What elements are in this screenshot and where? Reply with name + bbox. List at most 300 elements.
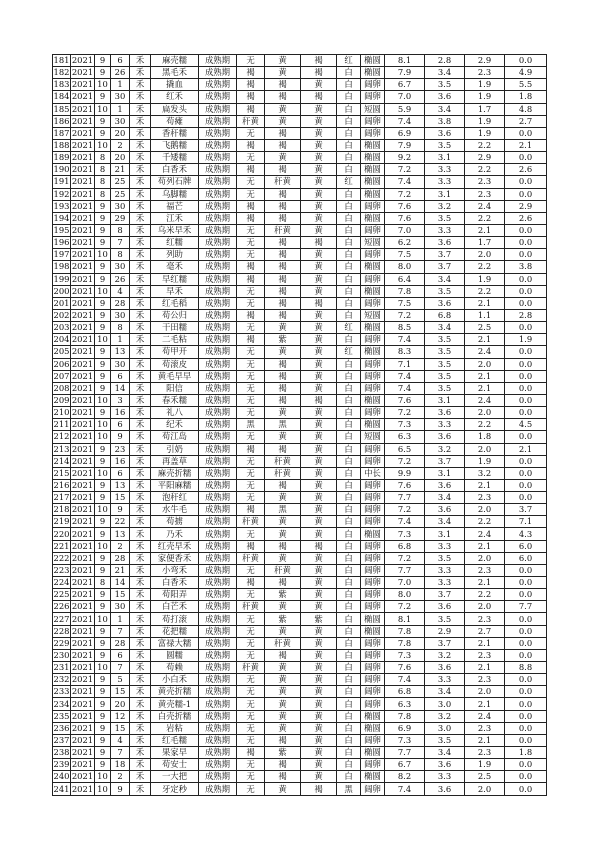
table-cell: 15 xyxy=(111,589,130,601)
table-cell: 褐 xyxy=(237,273,265,285)
table-cell: 黄 xyxy=(301,625,337,637)
table-cell: 9 xyxy=(111,504,130,516)
table-cell: 禾 xyxy=(130,686,151,698)
table-cell: 22 xyxy=(111,516,130,528)
table-cell: 禾 xyxy=(130,516,151,528)
table-cell: 黄壳折糯 xyxy=(151,686,199,698)
table-cell: 9 xyxy=(95,625,111,637)
table-row xyxy=(53,322,547,334)
table-cell: 3.8 xyxy=(425,115,465,127)
table-cell: 禾 xyxy=(130,443,151,455)
table-cell: 2.0 xyxy=(465,783,505,795)
table-cell: 228 xyxy=(53,625,70,636)
table-cell: 9 xyxy=(95,589,111,601)
table-cell: 黑 xyxy=(265,504,301,516)
table-cell: 6.7 xyxy=(385,79,425,91)
table-cell: 褐 xyxy=(237,577,265,589)
table-cell: 成熟期 xyxy=(199,528,237,540)
table-cell: 禾 xyxy=(130,188,151,200)
table-cell: 秆黄 xyxy=(237,601,265,613)
table-cell: 3.6 xyxy=(425,237,465,249)
table-cell: 禾 xyxy=(130,577,151,589)
table-cell: 2021 xyxy=(71,140,94,151)
table-cell: 1.9 xyxy=(465,273,505,285)
table-cell: 苟掳 xyxy=(151,516,199,528)
table-cell: 4.9 xyxy=(505,67,547,79)
table-cell: 2021 xyxy=(71,188,94,199)
table-cell: 6.7 xyxy=(385,759,425,771)
table-cell: 8.0 xyxy=(385,261,425,273)
table-cell: 褐 xyxy=(237,504,265,516)
table-cell: 阳信 xyxy=(151,382,199,394)
table-cell: 240 xyxy=(53,771,70,782)
table-cell: 183 xyxy=(53,79,70,90)
table-cell: 春禾糯 xyxy=(151,394,199,406)
table-cell: 2.2 xyxy=(465,212,505,224)
table-cell: 红 xyxy=(337,346,361,358)
table-cell: 黄 xyxy=(301,759,337,771)
table-cell: 成熟期 xyxy=(199,479,237,491)
table-cell: 0.0 xyxy=(505,698,547,710)
table-cell: 7.8 xyxy=(385,285,425,297)
table-cell: 0.0 xyxy=(505,370,547,382)
table-cell: 2.3 xyxy=(465,674,505,686)
table-cell: 黑 xyxy=(265,419,301,431)
table-cell: 2.1 xyxy=(465,637,505,649)
table-cell: 椭圆 xyxy=(361,176,385,188)
table-cell: 3.2 xyxy=(465,467,505,479)
table-cell: 阔卵 xyxy=(361,224,385,236)
table-row xyxy=(53,649,547,661)
table-cell: 7.2 xyxy=(385,309,425,321)
table-cell: 7.0 xyxy=(385,91,425,103)
table-row xyxy=(53,382,547,394)
table-cell: 礼八 xyxy=(151,407,199,419)
table-cell: 黄 xyxy=(301,103,337,115)
table-row xyxy=(53,176,547,188)
table-cell: 2.7 xyxy=(465,625,505,637)
table-cell: 阔卵 xyxy=(361,674,385,686)
table-cell: 10 xyxy=(95,662,111,674)
table-cell: 白 xyxy=(337,152,361,164)
table-cell: 苟甲开 xyxy=(151,346,199,358)
table-row xyxy=(53,297,547,309)
table-cell: 泡秆红 xyxy=(151,492,199,504)
table-cell: 9 xyxy=(95,358,111,370)
table-cell: 222 xyxy=(53,552,70,563)
table-cell: 8 xyxy=(95,577,111,589)
table-cell: 阔卵 xyxy=(361,91,385,103)
table-cell: 成熟期 xyxy=(199,783,237,795)
table-cell: 237 xyxy=(53,734,70,745)
table-cell: 1 xyxy=(111,79,130,91)
table-row xyxy=(53,394,547,406)
table-cell: 阔卵 xyxy=(361,759,385,771)
table-row xyxy=(53,637,547,649)
table-cell: 3.5 xyxy=(425,346,465,358)
table-cell: 1.9 xyxy=(465,115,505,127)
table-cell: 无 xyxy=(237,249,265,261)
table-cell: 白 xyxy=(337,649,361,661)
table-cell: 白 xyxy=(337,91,361,103)
table-cell: 白 xyxy=(337,637,361,649)
table-cell: 黄 xyxy=(301,431,337,443)
table-cell: 2.2 xyxy=(465,164,505,176)
table-cell: 阔卵 xyxy=(361,79,385,91)
table-row xyxy=(53,516,547,528)
table-cell: 黄 xyxy=(301,139,337,151)
table-cell: 2.6 xyxy=(505,164,547,176)
table-cell: 8 xyxy=(95,176,111,188)
table-cell: 2021 xyxy=(71,382,94,393)
table-cell: 0.0 xyxy=(505,407,547,419)
table-row xyxy=(53,407,547,419)
table-cell: 2021 xyxy=(71,212,94,223)
table-cell: 200 xyxy=(53,285,70,296)
table-cell: 禾 xyxy=(130,382,151,394)
table-cell: 黄 xyxy=(301,358,337,370)
table-cell: 禾 xyxy=(130,273,151,285)
table-cell: 白 xyxy=(337,309,361,321)
table-cell: 7.3 xyxy=(385,734,425,746)
table-cell: 阔卵 xyxy=(361,443,385,455)
table-cell: 1.8 xyxy=(465,431,505,443)
table-cell: 家便香禾 xyxy=(151,552,199,564)
table-cell: 褐 xyxy=(301,237,337,249)
table-row xyxy=(53,237,547,249)
table-cell: 褐 xyxy=(265,394,301,406)
table-cell: 3.3 xyxy=(425,419,465,431)
table-cell: 白 xyxy=(337,285,361,297)
table-cell: 13 xyxy=(111,479,130,491)
table-cell: 无 xyxy=(237,127,265,139)
table-cell: 紫 xyxy=(265,613,301,625)
table-cell: 椭圆 xyxy=(361,710,385,722)
table-cell: 无 xyxy=(237,407,265,419)
table-row xyxy=(53,467,547,479)
table-cell: 无 xyxy=(237,649,265,661)
table-cell: 2021 xyxy=(71,455,94,466)
table-cell: 238 xyxy=(53,747,70,758)
table-cell: 黄 xyxy=(265,407,301,419)
table-cell: 成熟期 xyxy=(199,674,237,686)
table-cell: 3.5 xyxy=(425,734,465,746)
table-cell: 成熟期 xyxy=(199,686,237,698)
table-row xyxy=(53,249,547,261)
table-cell: 黄 xyxy=(265,152,301,164)
table-cell: 白 xyxy=(337,297,361,309)
table-cell: 福芒 xyxy=(151,200,199,212)
table-cell: 成熟期 xyxy=(199,309,237,321)
table-cell: 2021 xyxy=(71,734,94,745)
table-cell: 2021 xyxy=(71,346,94,357)
table-cell: 禾 xyxy=(130,358,151,370)
table-cell: 禾 xyxy=(130,370,151,382)
table-cell: 2.1 xyxy=(505,139,547,151)
table-cell: 禾 xyxy=(130,79,151,91)
table-cell: 成熟期 xyxy=(199,662,237,674)
table-cell: 0.0 xyxy=(505,127,547,139)
table-cell: 0.0 xyxy=(505,394,547,406)
table-cell: 1.9 xyxy=(465,79,505,91)
table-cell: 水牛毛 xyxy=(151,504,199,516)
table-cell: 黑毛禾 xyxy=(151,67,199,79)
table-cell: 白 xyxy=(337,698,361,710)
table-cell: 禾 xyxy=(130,322,151,334)
table-cell: 禾 xyxy=(130,722,151,734)
table-cell: 2.0 xyxy=(465,407,505,419)
table-row xyxy=(53,625,547,637)
table-cell: 禾 xyxy=(130,334,151,346)
table-cell: 二毛粘 xyxy=(151,334,199,346)
table-cell: 3.6 xyxy=(425,783,465,795)
table-cell: 白 xyxy=(337,358,361,370)
table-cell: 2021 xyxy=(71,273,94,284)
table-cell: 3.5 xyxy=(425,334,465,346)
table-cell: 白 xyxy=(337,103,361,115)
table-cell: 苟赖 xyxy=(151,662,199,674)
table-cell: 阔卵 xyxy=(361,504,385,516)
table-cell: 黄 xyxy=(301,747,337,759)
table-cell: 褐 xyxy=(237,309,265,321)
table-cell: 9 xyxy=(111,431,130,443)
table-cell: 无 xyxy=(237,625,265,637)
table-cell: 2.9 xyxy=(465,152,505,164)
table-cell: 213 xyxy=(53,443,70,454)
table-cell: 禾 xyxy=(130,759,151,771)
table-cell: 7.0 xyxy=(385,577,425,589)
table-cell: 黄 xyxy=(301,467,337,479)
table-cell: 禾 xyxy=(130,504,151,516)
table-cell: 0.0 xyxy=(505,297,547,309)
table-cell: 199 xyxy=(53,273,70,284)
table-cell: 16 xyxy=(111,407,130,419)
table-cell: 阔卵 xyxy=(361,577,385,589)
table-cell: 白 xyxy=(337,127,361,139)
table-cell: 成熟期 xyxy=(199,79,237,91)
table-cell: 7 xyxy=(111,237,130,249)
table-cell: 227 xyxy=(53,613,70,624)
table-cell: 2021 xyxy=(71,637,94,648)
table-cell: 黄 xyxy=(301,662,337,674)
table-cell: 白 xyxy=(337,188,361,200)
table-cell: 1.9 xyxy=(465,455,505,467)
table-cell: 221 xyxy=(53,540,70,551)
table-cell: 2021 xyxy=(71,759,94,770)
table-cell: 秆黄 xyxy=(265,564,301,576)
table-cell: 2021 xyxy=(71,176,94,187)
table-row xyxy=(53,224,547,236)
table-row xyxy=(53,285,547,297)
table-row xyxy=(53,115,547,127)
table-cell: 褐 xyxy=(265,382,301,394)
table-row xyxy=(53,577,547,589)
table-cell: 褐 xyxy=(237,79,265,91)
table-cell: 10 xyxy=(95,771,111,783)
table-cell: 2021 xyxy=(71,443,94,454)
table-cell: 禾 xyxy=(130,346,151,358)
table-cell: 褐 xyxy=(265,261,301,273)
table-cell: 185 xyxy=(53,103,70,114)
table-cell: 2021 xyxy=(71,771,94,782)
table-cell: 232 xyxy=(53,674,70,685)
table-cell: 9 xyxy=(95,479,111,491)
table-cell: 2021 xyxy=(71,419,94,430)
table-cell: 禾 xyxy=(130,734,151,746)
table-cell: 15 xyxy=(111,722,130,734)
table-cell: 26 xyxy=(111,67,130,79)
table-cell: 2.9 xyxy=(425,625,465,637)
table-cell: 2021 xyxy=(71,747,94,758)
table-cell: 8.0 xyxy=(385,589,425,601)
table-cell: 无 xyxy=(237,224,265,236)
table-cell: 椭圆 xyxy=(361,152,385,164)
table-cell: 2 xyxy=(111,139,130,151)
table-cell: 禾 xyxy=(130,552,151,564)
table-cell: 0.0 xyxy=(505,176,547,188)
table-cell: 黄 xyxy=(265,662,301,674)
table-cell: 成熟期 xyxy=(199,139,237,151)
table-cell: 白 xyxy=(337,443,361,455)
table-cell: 秆黄 xyxy=(237,552,265,564)
table-cell: 3.2 xyxy=(425,200,465,212)
table-cell: 9 xyxy=(95,200,111,212)
table-cell: 圆糯 xyxy=(151,649,199,661)
table-cell: 白 xyxy=(337,759,361,771)
table-cell: 3.6 xyxy=(425,479,465,491)
table-row xyxy=(53,747,547,759)
table-cell: 黄 xyxy=(301,698,337,710)
table-cell: 6.2 xyxy=(385,237,425,249)
table-cell: 椭圆 xyxy=(361,322,385,334)
table-cell: 231 xyxy=(53,662,70,673)
table-cell: 成熟期 xyxy=(199,601,237,613)
table-cell: 2.1 xyxy=(465,479,505,491)
table-cell: 2021 xyxy=(71,686,94,697)
table-cell: 禾 xyxy=(130,564,151,576)
table-cell: 白 xyxy=(337,528,361,540)
table-cell: 2021 xyxy=(71,516,94,527)
table-cell: 苟列石牌 xyxy=(151,176,199,188)
table-cell: 黄 xyxy=(301,115,337,127)
table-cell: 190 xyxy=(53,164,70,175)
table-cell: 9 xyxy=(95,455,111,467)
table-cell: 2.0 xyxy=(465,601,505,613)
table-row xyxy=(53,686,547,698)
table-cell: 椭圆 xyxy=(361,346,385,358)
table-cell: 褐 xyxy=(265,358,301,370)
table-cell: 秆黄 xyxy=(265,224,301,236)
table-cell: 29 xyxy=(111,212,130,224)
table-cell: 黄 xyxy=(301,285,337,297)
table-cell: 2021 xyxy=(71,564,94,575)
table-cell: 3.1 xyxy=(425,188,465,200)
table-cell: 9 xyxy=(95,698,111,710)
table-cell: 褐 xyxy=(265,91,301,103)
table-cell: 褐 xyxy=(301,540,337,552)
table-cell: 中长 xyxy=(361,467,385,479)
table-row xyxy=(53,589,547,601)
table-cell: 2021 xyxy=(71,395,94,405)
table-cell: 早禾 xyxy=(151,285,199,297)
table-cell: 2021 xyxy=(71,479,94,490)
table-cell: 褐 xyxy=(301,91,337,103)
table-cell: 黄 xyxy=(301,370,337,382)
table-cell: 禾 xyxy=(130,431,151,443)
table-cell: 189 xyxy=(53,152,70,163)
table-cell: 2.7 xyxy=(505,115,547,127)
table-cell: 成熟期 xyxy=(199,431,237,443)
table-cell: 黄 xyxy=(301,722,337,734)
table-cell: 白 xyxy=(337,455,361,467)
table-cell: 9 xyxy=(95,212,111,224)
table-cell: 禾 xyxy=(130,224,151,236)
table-cell: 白 xyxy=(337,674,361,686)
table-cell: 白 xyxy=(337,249,361,261)
table-cell: 褐 xyxy=(265,249,301,261)
table-cell: 10 xyxy=(95,394,111,406)
table-cell: 成熟期 xyxy=(199,540,237,552)
table-cell: 21 xyxy=(111,564,130,576)
table-cell: 6.0 xyxy=(505,540,547,552)
table-cell: 210 xyxy=(53,407,70,418)
table-cell: 成熟期 xyxy=(199,382,237,394)
table-cell: 褐 xyxy=(265,200,301,212)
table-cell: 6.5 xyxy=(385,443,425,455)
table-cell: 黄 xyxy=(265,601,301,613)
table-cell: 3.6 xyxy=(425,601,465,613)
table-cell: 禾 xyxy=(130,625,151,637)
table-cell: 黄 xyxy=(301,589,337,601)
table-cell: 白 xyxy=(337,552,361,564)
table-cell: 197 xyxy=(53,249,70,260)
table-cell: 3.4 xyxy=(425,516,465,528)
table-cell: 4 xyxy=(111,734,130,746)
table-cell: 苟江岛 xyxy=(151,431,199,443)
table-cell: 7.2 xyxy=(385,552,425,564)
table-cell: 9 xyxy=(95,759,111,771)
table-cell: 阔卵 xyxy=(361,127,385,139)
table-cell: 扁发头 xyxy=(151,103,199,115)
table-cell: 1.9 xyxy=(465,127,505,139)
table-cell: 9 xyxy=(95,346,111,358)
table-cell: 10 xyxy=(95,467,111,479)
table-cell: 江禾 xyxy=(151,212,199,224)
table-cell: 2.1 xyxy=(465,698,505,710)
table-cell: 208 xyxy=(53,382,70,393)
table-cell: 紫 xyxy=(265,589,301,601)
table-row xyxy=(53,504,547,516)
table-cell: 2021 xyxy=(71,601,94,612)
table-cell: 成熟期 xyxy=(199,394,237,406)
table-cell: 阔卵 xyxy=(361,552,385,564)
table-cell: 无 xyxy=(237,698,265,710)
table-cell: 8.3 xyxy=(385,346,425,358)
table-cell: 禾 xyxy=(130,200,151,212)
table-cell: 禾 xyxy=(130,783,151,795)
table-cell: 10 xyxy=(95,783,111,795)
table-cell: 2021 xyxy=(71,649,94,660)
table-cell: 30 xyxy=(111,261,130,273)
table-cell: 3.3 xyxy=(425,540,465,552)
table-cell: 1.9 xyxy=(505,334,547,346)
table-cell: 20 xyxy=(111,127,130,139)
table-cell: 禾 xyxy=(130,394,151,406)
table-cell: 褐 xyxy=(301,394,337,406)
table-cell: 0.0 xyxy=(505,674,547,686)
table-cell: 2021 xyxy=(71,492,94,503)
table-cell: 褐 xyxy=(265,540,301,552)
